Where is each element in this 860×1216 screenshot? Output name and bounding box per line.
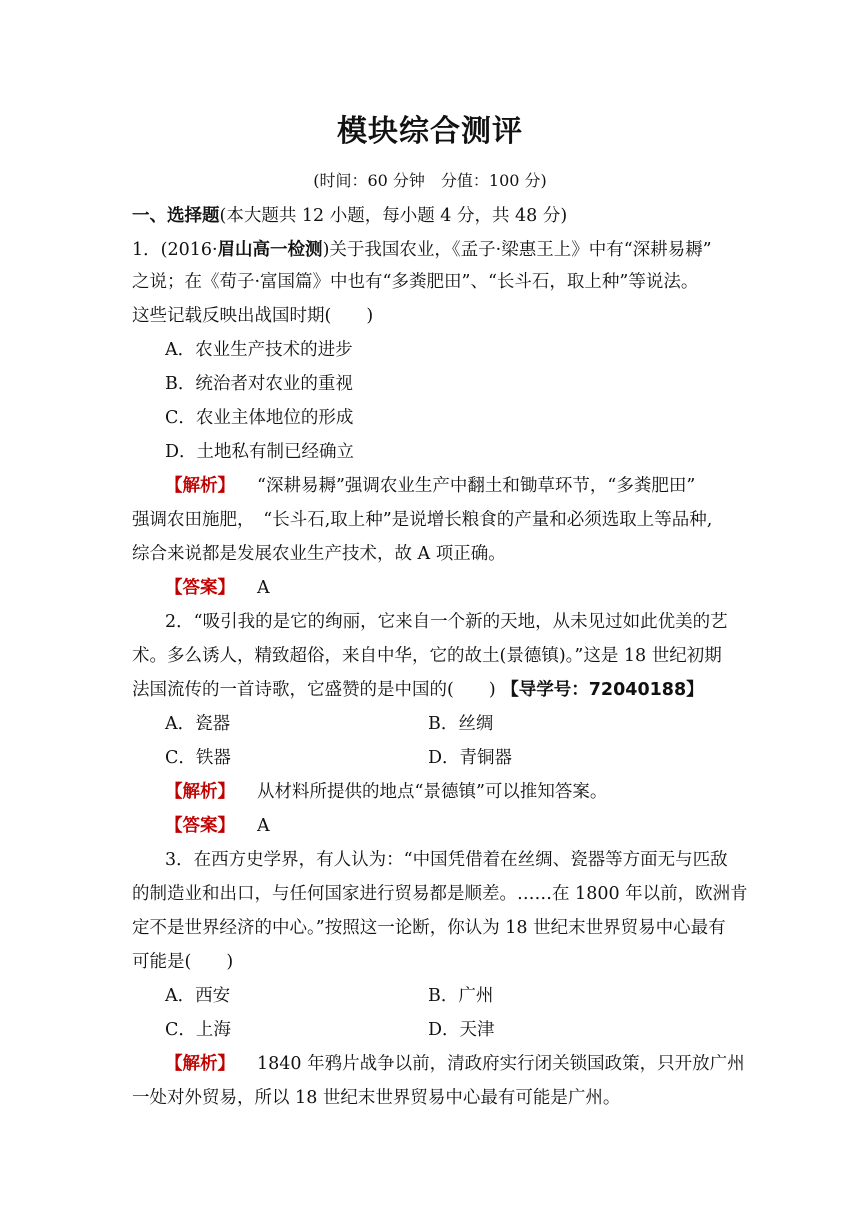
q1-option-a: A．农业生产技术的进步	[165, 340, 353, 360]
q1-analysis-line2: 强调农田施肥， “长斗石,取上种”是说增长粮食的产量和必须选取上等品种,	[132, 510, 713, 530]
q3-stem-line4: 可能是( )	[132, 952, 234, 972]
q2-stem-line3	[132, 676, 704, 701]
q2-option-c: C．铁器	[165, 748, 231, 768]
q1-text: )关于我国农业，《孟子·梁惠王上》中有“深耕易耨”	[322, 240, 712, 260]
section-label: 一、选择题	[132, 206, 220, 226]
q1-number: 1．(2016·	[132, 240, 218, 260]
q2-analysis	[165, 778, 607, 803]
q3-analysis-line1	[165, 1050, 745, 1075]
q1-stem-line2: 之说；在《荀子·富国篇》中也有“多粪肥田”、“长斗石，取上种”等说法。	[132, 272, 699, 292]
q3-analysis-line2: 一处对外贸易，所以 18 世纪末世界贸易中心最有可能是广州。	[132, 1088, 621, 1108]
q3-stem-line3: 定不是世界经济的中心。”按照这一论断，你认为 18 世纪末世界贸易中心最有	[132, 918, 726, 938]
q2-text: 法国流传的一首诗歌，它盛赞的是中国的( )	[132, 680, 496, 700]
q2-analysis-text: 从材料所提供的地点“景德镇”可以推知答案。	[257, 782, 608, 802]
q1-answer-value: A	[257, 578, 270, 598]
exam-info: (时间：60 分钟 分值：100 分)	[313, 171, 547, 190]
q1-source: 眉山高一检测	[217, 240, 323, 260]
q2-option-b: B．丝绸	[428, 714, 494, 734]
q3-option-d: D．天津	[428, 1020, 495, 1040]
q3-analysis-text: 1840 年鸦片战争以前，清政府实行闭关锁国政策，只开放广州	[257, 1054, 745, 1074]
page-title: 模块综合测评	[337, 114, 523, 149]
q1-option-d: D．土地私有制已经确立	[165, 442, 355, 462]
analysis-tag: 【解析】	[165, 782, 235, 802]
answer-tag: 【答案】	[165, 816, 235, 836]
answer-tag: 【答案】	[165, 578, 235, 598]
q2-stem-line2: 术。多么诱人，精致超俗，来自中华，它的故土(景德镇)。”这是 18 世纪初期	[132, 646, 722, 666]
q2-option-a: A．瓷器	[165, 714, 231, 734]
q3-option-c: C．上海	[165, 1020, 231, 1040]
analysis-tag: 【解析】	[165, 476, 235, 496]
q2-option-d: D．青铜器	[428, 748, 513, 768]
q1-analysis-line3: 综合来说都是发展农业生产技术，故 A 项正确。	[132, 544, 506, 564]
q3-stem-line1: 3．在西方史学界，有人认为：“中国凭借着在丝绸、瓷器等方面无与匹敌	[165, 850, 728, 870]
section-heading	[132, 202, 567, 227]
guide-code: 【导学号：72040188】	[501, 680, 704, 700]
q1-stem-line1	[132, 236, 712, 261]
q3-stem-line2: 的制造业和出口，与任何国家进行贸易都是顺差。……在 1800 年以前，欧洲肯	[132, 884, 748, 904]
section-note: (本大题共 12 小题，每小题 4 分，共 48 分)	[219, 206, 568, 226]
q1-option-c: C．农业主体地位的形成	[165, 408, 354, 428]
q2-answer	[165, 812, 270, 837]
analysis-tag: 【解析】	[165, 1054, 235, 1074]
q1-answer	[165, 574, 270, 599]
q1-analysis-line1	[165, 472, 695, 497]
q1-analysis-text: “深耕易耨”强调农业生产中翻土和锄草环节，“多粪肥田”	[257, 476, 696, 496]
q1-option-b: B．统治者对农业的重视	[165, 374, 353, 394]
q2-stem-line1: 2．“吸引我的是它的绚丽，它来自一个新的天地，从未见过如此优美的艺	[165, 612, 728, 632]
q3-option-b: B．广州	[428, 986, 494, 1006]
q1-stem-line3: 这些记载反映出战国时期( )	[132, 306, 374, 326]
q3-option-a: A．西安	[165, 986, 231, 1006]
q2-answer-value: A	[257, 816, 270, 836]
